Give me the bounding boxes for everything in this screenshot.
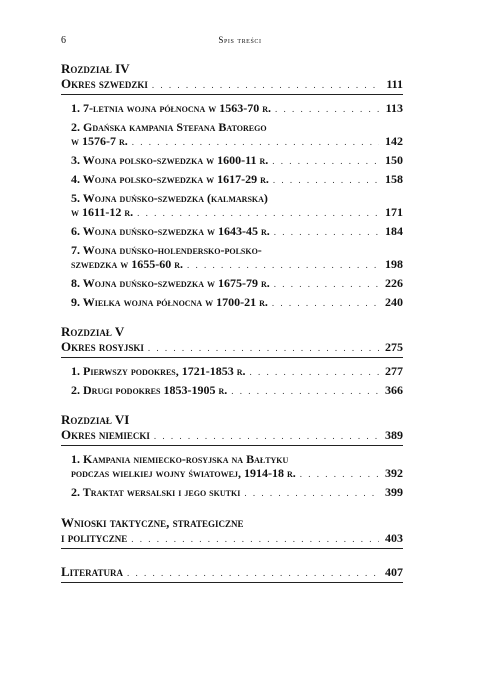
chapter-title-row[interactable] bbox=[61, 427, 403, 446]
toc-section-literature[interactable] bbox=[61, 564, 403, 583]
entry-text: w 1576-7 r. bbox=[71, 134, 128, 148]
entry-text: 8. Wojna duńsko-szwedzka w 1675-79 r. bbox=[71, 276, 270, 290]
page-ref: 198 bbox=[385, 257, 403, 271]
toc-entry[interactable] bbox=[61, 295, 403, 310]
page-ref: 226 bbox=[385, 276, 403, 290]
page-ref: 407 bbox=[385, 565, 403, 579]
dot-leader bbox=[273, 173, 379, 187]
page-ref: 142 bbox=[385, 134, 403, 148]
toc-entry[interactable] bbox=[61, 276, 403, 291]
chapter-label: Rozdział V bbox=[61, 324, 125, 339]
chapter-title: Okres niemiecki bbox=[61, 427, 150, 442]
entry-text: 9. Wielka wojna północna w 1700-21 r. bbox=[71, 295, 268, 309]
page-ref: 277 bbox=[385, 364, 403, 378]
page-ref: 389 bbox=[385, 428, 403, 442]
toc-entry[interactable] bbox=[61, 364, 403, 379]
page-ref: 184 bbox=[385, 224, 403, 238]
dot-leader bbox=[274, 277, 379, 291]
dot-leader bbox=[187, 258, 379, 272]
chapter-title: Okres rosyjski bbox=[61, 339, 144, 354]
entry-text: 5. Wojna duńsko-szwedzka (kalmarska) bbox=[71, 191, 268, 205]
entry-text: 2. Traktat wersalski i jego skutki bbox=[71, 485, 241, 499]
section-title: i polityczne bbox=[61, 530, 128, 545]
dot-leader bbox=[231, 384, 379, 398]
chapter-vi bbox=[61, 413, 403, 500]
dot-leader bbox=[152, 78, 379, 93]
dot-leader bbox=[131, 532, 379, 547]
toc-entry[interactable] bbox=[61, 120, 403, 149]
dot-leader bbox=[250, 365, 379, 379]
dot-leader bbox=[132, 135, 379, 149]
entry-text: 1. Kampania niemiecko-rosyjska na Bałtyku bbox=[71, 452, 289, 466]
chapter-title-row[interactable] bbox=[61, 339, 403, 358]
page-ref: 366 bbox=[385, 383, 403, 397]
page-ref: 399 bbox=[385, 485, 403, 499]
entry-text: 2. Drugi podokres 1853-1905 r. bbox=[71, 383, 228, 397]
section-title: Literatura bbox=[61, 564, 124, 579]
table-of-contents bbox=[61, 62, 403, 598]
chapter-label: Rozdział IV bbox=[61, 61, 130, 76]
dot-leader bbox=[154, 429, 379, 444]
page-ref: 171 bbox=[385, 205, 403, 219]
chapter-title-row[interactable] bbox=[61, 76, 403, 95]
page-ref: 111 bbox=[386, 77, 403, 91]
page-ref: 275 bbox=[385, 340, 403, 354]
page-ref: 240 bbox=[385, 295, 403, 309]
chapter-iv bbox=[61, 62, 403, 310]
page-ref: 403 bbox=[385, 531, 403, 545]
page-ref: 113 bbox=[385, 101, 403, 115]
dot-leader bbox=[127, 566, 379, 581]
dot-leader bbox=[148, 341, 379, 356]
entry-text: szwedzka w 1655-60 r. bbox=[71, 257, 184, 271]
toc-entry[interactable] bbox=[61, 485, 403, 500]
dot-leader bbox=[275, 102, 379, 116]
toc-entry[interactable] bbox=[61, 243, 403, 272]
page-number: 6 bbox=[61, 35, 66, 46]
entry-text: 3. Wojna polsko-szwedzka w 1600-11 r. bbox=[71, 153, 269, 167]
dot-leader bbox=[272, 154, 379, 168]
toc-entry[interactable] bbox=[61, 452, 403, 481]
page-ref: 158 bbox=[385, 172, 403, 186]
entry-text: 4. Wojna polsko-szwedzka w 1617-29 r. bbox=[71, 172, 269, 186]
toc-entry[interactable] bbox=[61, 191, 403, 220]
entry-text: 2. Gdańska kampania Stefana Batorego bbox=[71, 120, 267, 134]
entry-text: 1. 7-letnia wojna północna w 1563-70 r. bbox=[71, 101, 271, 115]
entry-text: w 1611-12 r. bbox=[71, 205, 134, 219]
running-head: Spis treści bbox=[218, 35, 262, 45]
entry-text: 6. Wojna duńsko-szwedzka w 1643-45 r. bbox=[71, 224, 270, 238]
toc-entry[interactable] bbox=[61, 383, 403, 398]
toc-entry[interactable] bbox=[61, 101, 403, 116]
toc-entry[interactable] bbox=[61, 172, 403, 187]
toc-entry[interactable] bbox=[61, 153, 403, 168]
page-ref: 150 bbox=[385, 153, 403, 167]
toc-entry[interactable] bbox=[61, 224, 403, 239]
page-ref: 392 bbox=[385, 466, 403, 480]
dot-leader bbox=[272, 296, 379, 310]
entry-text: 1. Pierwszy podokres, 1721-1853 r. bbox=[71, 364, 246, 378]
dot-leader bbox=[137, 206, 379, 220]
entry-text: 7. Wojna duńsko-holendersko-polsko- bbox=[71, 243, 262, 257]
toc-section-conclusions[interactable] bbox=[61, 515, 403, 549]
chapter-label: Rozdział VI bbox=[61, 412, 130, 427]
dot-leader bbox=[274, 225, 379, 239]
entry-text: podczas wielkiej wojny światowej, 1914-18 r. bbox=[71, 466, 296, 480]
dot-leader bbox=[244, 486, 379, 500]
dot-leader bbox=[300, 467, 379, 481]
section-title: Wnioski taktyczne, strategiczne bbox=[61, 515, 244, 530]
chapter-title: Okres szwedzki bbox=[61, 76, 148, 91]
chapter-v bbox=[61, 325, 403, 398]
